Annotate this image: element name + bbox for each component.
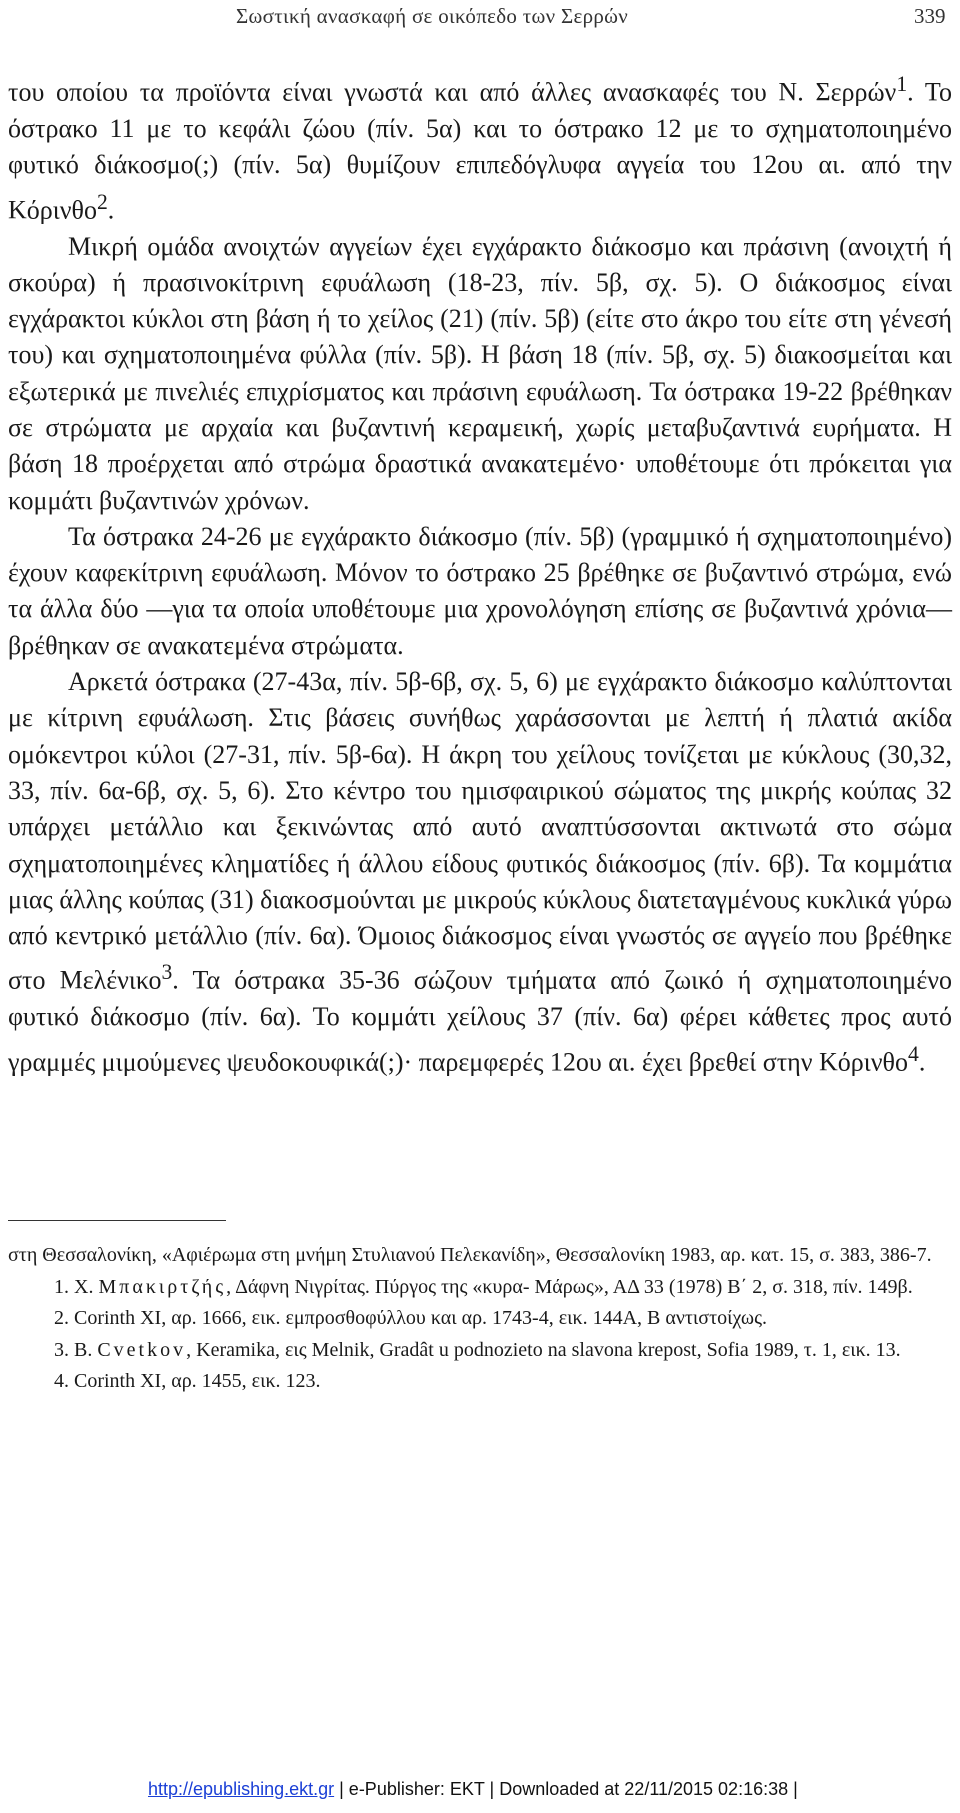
footnote-ref-2: 2 [96,189,108,214]
footnote-1-author: Μπακιρτζής [98,1275,227,1298]
page-header [0,4,960,32]
running-title: Σωστική ανασκαφή σε οικόπεδο των Σερρών [236,4,629,28]
paragraph-1-text: του οποίου τα προϊόντα είναι γνωστά και από άλλες ανασκαφές του Ν. Σερρών [8,77,897,107]
footnote-3-author: Cvetkov [97,1338,187,1361]
footnote-1 [8,1272,952,1304]
epublishing-link[interactable]: http://epublishing.ekt.gr [148,1779,335,1799]
footnote-3 [8,1335,952,1367]
paragraph-3: Τα όστρακα 24-26 με εγχάρακτο διάκοσμο (πίν. 5β) (γραμμικό ή σχηματοποιημένο) έχουν καφεκίτρινη εφυάλωση. Μόνον το όστρακο 25 βρέθηκε σε βυζαντινό στρώμα, ενώ τα άλλα δύο —για τα οποία υποθέτουμε μια χρονολόγηση επίσης σε βυζαντινά χρόνια— βρέθηκαν σε ανακατεμένα στρώματα. [8,521,952,660]
download-footer [148,1779,798,1800]
paragraph-2: Μικρή ομάδα ανοιχτών αγγείων έχει εγχάρακτο διάκοσμο και πράσινη (ανοιχτή ή σκούρα) ή πρασινοκίτρινη εφυάλωση (18-23, πίν. 5β, σχ. 5). Ο διάκοσμος είναι εγχάρακτοι κύκλοι στη βάση ή το χείλος (21) (πίν. 5β) (είτε στο άκρο του είτε στη γένεσή του) και σχηματοποιημένα φύλλα (πίν. 5β). Η βάση 18 (πίν. 5β, σχ. 5) διακοσμείται και εξωτερικά με πινελιές επιχρίσματος και πράσινη εφυάλωση. Τα όστρακα 19-22 βρέθηκαν σε στρώματα με αρχαία και βυζαντινή κεραμεική, χωρίς μεταβυζαντινά ευρήματα. Η βάση 18 προέρχεται από στρώμα δραστικά ανακατεμένο· υποθέτουμε ότι πρόκειται για κομμάτι βυζαντινών χρόνων. [8,231,952,515]
footnotes [8,1240,952,1398]
footnote-1-number: 1. Χ. [54,1275,94,1298]
paragraph-1-text-b: . Το όστρακο 11 με το κεφάλι ζώου (πίν. 5α) και το όστρακο 12 με το σχηματοποιημένο φυτικό διάκοσμο(;) (πίν. 5α) θυμίζουν επιπεδόγλυφα αγγεία του 12ου αι. από την Κόρινθο [8,77,952,225]
footnote-4: 4. Corinth XI, αρ. 1455, εικ. 123. [54,1370,321,1392]
footnote-carryover: στη Θεσσαλονίκη, «Αφιέρωμα στη μνήμη Στυλιανού Πελεκανίδη», Θεσσαλονίκη 1983, αρ. κατ. 15, σ. 383, 386-7. [8,1244,932,1266]
footnote-3-number: 3. B. [54,1338,93,1361]
footnote-ref-1: 1 [896,72,908,96]
paragraph-4-text-b: . Τα όστρακα 35-36 σώζουν τμήματα από ζωικό ή σχηματοποιημένο φυτικό διάκοσμο (πίν. 6α). Το κομμάτι χείλους 37 (πίν. 6α) φέρει κάθετες προς αυτό γραμμές μιμούμενες ψευδοκουφικά(;)· παρεμφερές 12ου αι. έχει βρεθεί στην Κόρινθο [8,966,952,1077]
footer-info: | e-Publisher: EKT | Downloaded at 22/11/2015 02:16:38 | [334,1779,798,1799]
paragraph-1-end: . [107,195,115,225]
footnote-ref-3: 3 [161,960,173,985]
footnote-1-rest: , Δάφνη Νιγρίτας. Πύργος της «κυρα- Μάρως», ΑΔ 33 (1978) Β΄ 2, σ. 318, πίν. 149β. [226,1275,913,1298]
footnote-ref-4: 4 [907,1041,919,1066]
paragraph-4 [8,664,952,1081]
page-number: 339 [914,4,946,28]
footnote-2: 2. Corinth XI, αρ. 1666, εικ. εμπροσθοφύλλου και αρ. 1743-4, εικ. 144Α, Β αντιστοίχως. [54,1307,768,1329]
paragraph-1 [8,66,952,229]
footnote-divider [8,1220,226,1221]
paragraph-4-end: . [918,1047,926,1077]
paragraph-4-text: Αρκετά όστρακα (27-43α, πίν. 5β-6β, σχ. 5, 6) με εγχάρακτο διάκοσμο καλύπτονται με κίτρινη εφυάλωση. Στις βάσεις συνήθως χαράσσονται με λεπτή ή πλατιά ακίδα ομόκεντροι κύλοι (27-31, πίν. 5β-6α). Η άκρη του χείλους τονίζεται με κύκλους (30,32, 33, πίν. 6α-6β, σχ. 5, 6). Στο κέντρο του ημισφαιρικού σώματος της μικρής κούπας 32 υπάρχει μετάλλιο και ξεκινώντας από αυτό αναπτύσσονται ακτινωτά στο σώμα σχηματοποιημένες κληματίδες ή άλλου είδους φυτικός διάκοσμος (πίν. 6β). Τα κομμάτια μιας άλλης κούπας (31) διακοσμούνται με μικρούς κύκλους διατεταγμένους κυκλικά γύρω από κεντρικό μετάλλιο (πίν. 6α). Όμοιος διάκοσμος είναι γνωστός σε αγγείο που βρέθηκε στο Μελένικο [8,667,952,996]
main-text [8,66,952,1081]
footnote-3-rest: , Keramika, εις Melnik, Gradât u podnozieto na slavona krepost, Sofia 1989, τ. 1, εικ. 13. [186,1338,901,1361]
